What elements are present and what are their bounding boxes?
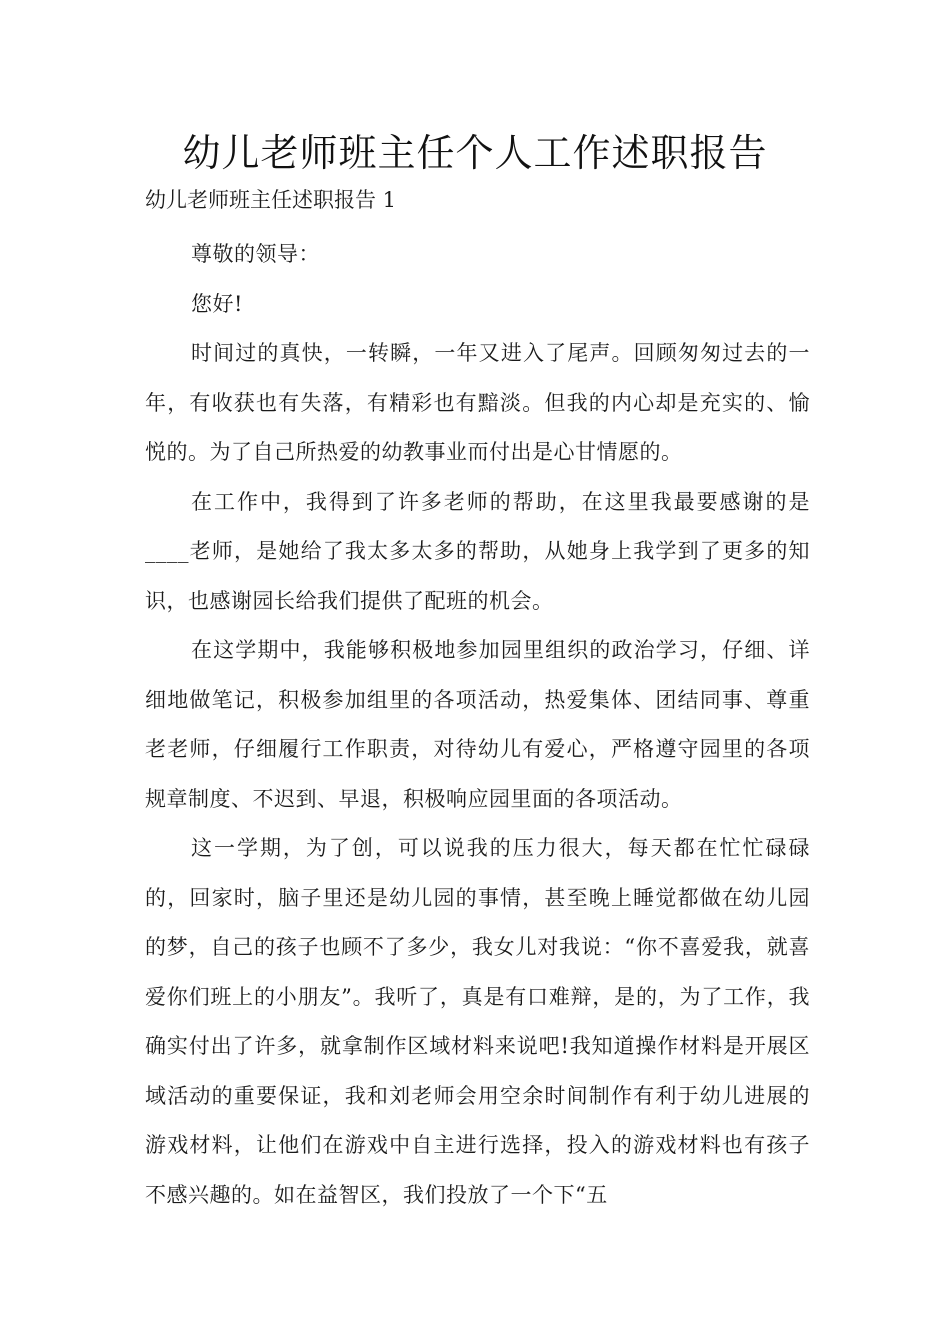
document-subtitle: 幼儿老师班主任述职报告 1: [145, 188, 397, 212]
paragraph-salutation: 尊敬的领导：: [191, 242, 320, 266]
paragraph-thanks: 在工作中，我得到了许多老师的帮助，在这里我最要感谢的是____老师，是她给了我太多太多的帮助，从她身上我学到了更多的知识，也感谢园长给我们提供了配班的机会。: [145, 489, 810, 613]
paragraph-work: 这一学期，为了创，可以说我的压力很大，每天都在忙忙碌碌的，回家时，脑子里还是幼儿园的事情，甚至晚上睡觉都做在幼儿园的梦，自己的孩子也顾不了多少，我女儿对我说：“你不喜爱我，就喜爱你们班上的小朋友”。我听了，真是有口难辩，是的，为了工作，我确实付出了许多，就拿制作区域材料来说吧!我知道操作材料是开展区域活动的重要保证，我和刘老师会用空余时间制作有利于幼儿进展的游戏材料，让他们在游戏中自主进行选择，投入的游戏材料也有孩子不感兴趣的。如在益智区，我们投放了一个下“五: [145, 836, 810, 1207]
paragraph-greeting: 您好!: [191, 291, 243, 316]
paragraph-conduct: 在这学期中，我能够积极地参加园里组织的政治学习，仔细、详细地做笔记，积极参加组里的各项活动，热爱集体、团结同事、尊重老老师，仔细履行工作职责，对待幼儿有爱心，严格遵守园里的各项规章制度、不迟到、早退，积极响应园里面的各项活动。: [145, 638, 810, 811]
document-body: [145, 230, 810, 1220]
paragraph-intro: 时间过的真快，一转瞬，一年又进入了尾声。回顾匆匆过去的一年，有收获也有失落，有精彩也有黯淡。但我的内心却是充实的、愉悦的。为了自己所热爱的幼教事业而付出是心甘情愿的。: [145, 341, 810, 464]
document-title: 幼儿老师班主任个人工作述职报告: [182, 131, 768, 175]
